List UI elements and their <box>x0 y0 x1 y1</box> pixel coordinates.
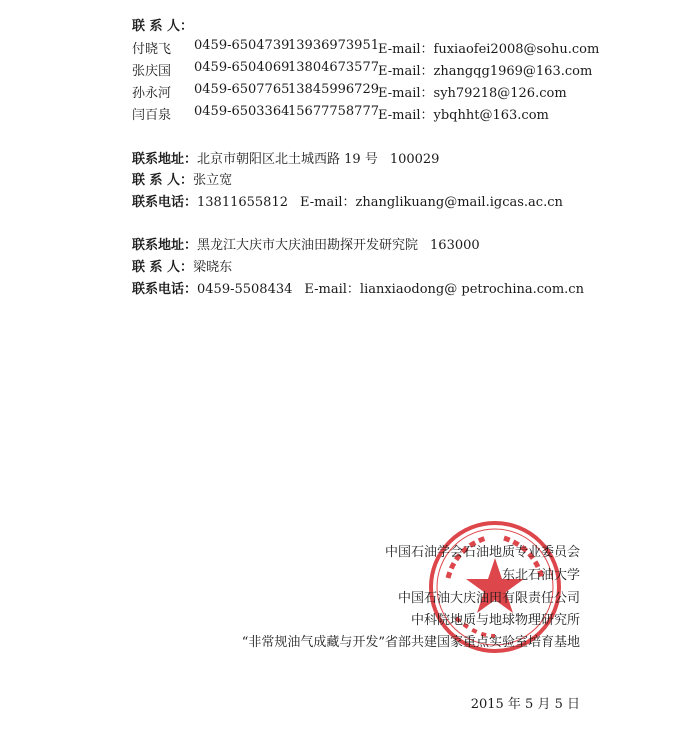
phone-number: 13811655812 <box>197 195 288 210</box>
contact-phone: 0459-6504739 <box>194 38 290 53</box>
contact-mobile: 13845996729 <box>288 82 379 97</box>
person-label: 联 系 人： <box>132 173 194 188</box>
contact-name: 闫百泉 <box>132 108 172 123</box>
contact-email[interactable]: E-mail：zhangqg1969@163.com <box>378 64 593 79</box>
phone-label: 联系电话： <box>132 282 198 297</box>
contact-phone: 0459-6507765 <box>194 82 290 97</box>
document-date: 2015 年 5 月 5 日 <box>470 697 580 712</box>
address-text: 黑龙江大庆市大庆油田勘探开发研究院 <box>197 238 419 253</box>
contact-email[interactable]: E-mail：fuxiaofei2008@sohu.com <box>378 42 600 57</box>
person-label: 联 系 人： <box>132 260 194 275</box>
postcode: 163000 <box>430 238 480 253</box>
address-label: 联系地址： <box>132 152 198 167</box>
contact-mobile: 13936973951 <box>288 38 379 53</box>
organization-line: 中科院地质与地球物理研究所 <box>410 613 580 628</box>
contact-mobile: 15677758777 <box>288 104 379 119</box>
block2-phone-line <box>132 191 563 210</box>
organization-line: 中国石油学会石油地质专业委员会 <box>384 545 580 560</box>
contacts-label: 联 系 人： <box>132 19 194 34</box>
block3-address-line <box>132 234 480 253</box>
contact-email[interactable]: E-mail：ybqhht@163.com <box>378 108 549 123</box>
contact-phone: 0459-6504069 <box>194 60 290 75</box>
organization-line: 东北石油大学 <box>501 568 580 583</box>
block2-address-line <box>132 148 439 167</box>
contact-mobile: 13804673577 <box>288 60 379 75</box>
address-label: 联系地址： <box>132 238 198 253</box>
contact-name: 张庆国 <box>132 64 172 79</box>
phone-number: 0459-5508434 <box>197 282 293 297</box>
block3-person-line <box>132 256 232 275</box>
person-name: 梁晓东 <box>193 260 233 275</box>
phone-label: 联系电话： <box>132 195 198 210</box>
organization-line: 中国石油大庆油田有限责任公司 <box>397 591 580 606</box>
block2-person-line <box>132 169 232 188</box>
address-text: 北京市朝阳区北土城西路 19 号 <box>197 152 378 167</box>
contact-email[interactable]: E-mail：syh79218@126.com <box>378 86 567 101</box>
contact-phone: 0459-6503364 <box>194 104 290 119</box>
contact-email[interactable]: E-mail：lianxiaodong@ petrochina.com.cn <box>304 282 584 297</box>
contact-name: 孙永河 <box>132 86 172 101</box>
postcode: 100029 <box>389 152 440 167</box>
organization-line: “非常规油气成藏与开发”省部共建国家重点实验室培育基地 <box>241 635 580 650</box>
contact-name: 付晓飞 <box>132 42 172 57</box>
contact-email[interactable]: E-mail：zhanglikuang@mail.igcas.ac.cn <box>300 195 563 210</box>
block3-phone-line <box>132 278 584 297</box>
person-name: 张立宽 <box>193 173 233 188</box>
